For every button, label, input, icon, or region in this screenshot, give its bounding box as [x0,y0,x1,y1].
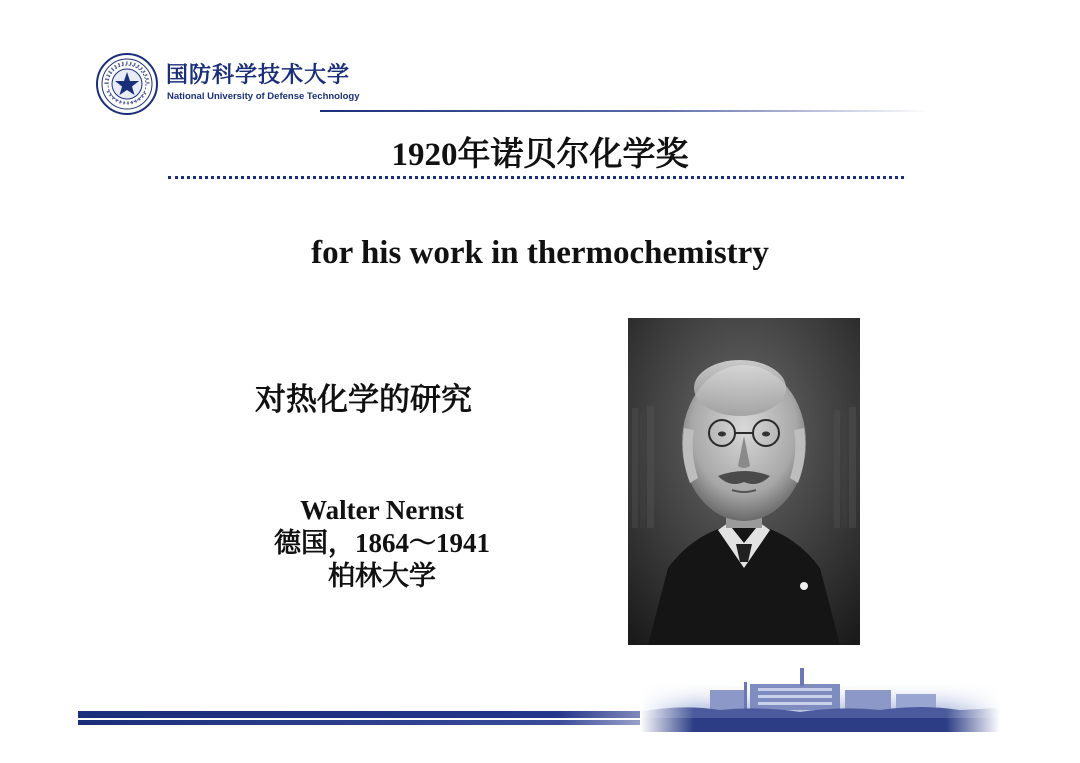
title-dotted-rule [168,176,904,179]
footer-band-dark [78,711,678,718]
footer-band-light [78,720,678,725]
laureate-info [232,494,532,593]
citation-chinese: 对热化学的研究 [255,382,472,418]
portrait-photo [628,318,860,645]
university-name-cn: 国防科学技术大学 [166,62,351,88]
campus-building-image [640,660,1000,732]
university-name-en: National University of Defense Technology [167,91,360,102]
university-seal-icon [96,53,158,115]
slide-title: 1920年诺贝尔化学奖 [391,137,689,173]
laureate-institution: 柏林大学 [328,561,436,591]
laureate-country-years: 德国，1864～1941 [274,528,490,558]
header-divider [320,110,930,112]
citation-english: for his work in thermochemistry [311,235,769,271]
laureate-name: Walter Nernst [300,495,464,525]
